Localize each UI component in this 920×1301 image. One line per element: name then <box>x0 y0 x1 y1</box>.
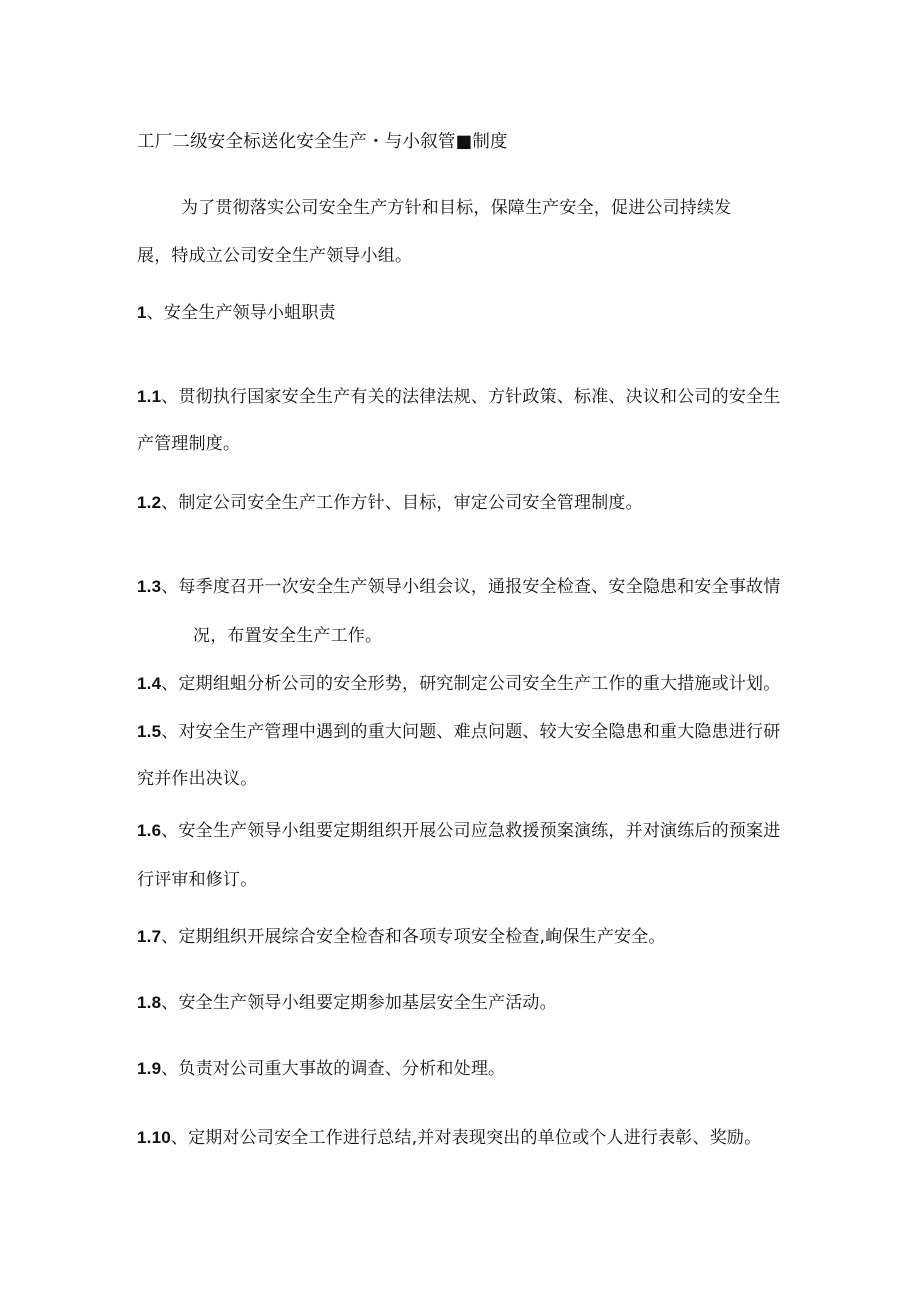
item-number: 1.4 <box>137 674 162 693</box>
list-item <box>137 1127 761 1149</box>
item-number: 1.9 <box>137 1059 162 1078</box>
item-text: 、定期组蛆分析公司的安全形势，研究制定公司安全生产工作的重大措施或计划。 <box>161 674 781 694</box>
item-number: 1.10 <box>137 1128 171 1147</box>
item-number: 1.2 <box>137 493 162 512</box>
item-text: 、负责对公司重大事故的调查、分析和处理。 <box>161 1059 506 1079</box>
item-text: 、安全生产领导小组要定期参加基层安全生产活动。 <box>161 993 557 1013</box>
item-text: 、定期组织开展综合安全检杳和各项专项安全检查,峋保生产安全。 <box>161 927 666 947</box>
section-heading-text: 、安全生产领导小蛆职责 <box>146 303 336 323</box>
item-continuation: 行评审和修订。 <box>137 870 258 890</box>
list-item <box>137 992 557 1014</box>
intro-paragraph-line-1: 为了贯彻落实公司安全生产方针和目标，保障生产安全，促进公司持续发 <box>181 198 732 218</box>
item-continuation: 产管理制度。 <box>137 434 241 454</box>
list-item <box>137 926 666 948</box>
list-item <box>137 1058 505 1080</box>
section-number: 1 <box>137 303 147 322</box>
list-item <box>137 820 780 842</box>
item-continuation: 况，布置安全生产工作。 <box>193 626 383 646</box>
item-number: 1.5 <box>137 722 162 741</box>
item-number: 1.8 <box>137 993 162 1012</box>
item-number: 1.7 <box>137 927 162 946</box>
item-text: 、对安全生产管理中遇到的重大问题、难点问题、较大安全隐患和重大隐患进行研 <box>161 722 781 742</box>
item-text: 、制定公司安全生产工作方针、目标，审定公司安全管理制度。 <box>161 493 643 513</box>
list-item <box>137 721 780 743</box>
list-item <box>137 673 780 695</box>
item-number: 1.3 <box>137 577 162 596</box>
item-number: 1.1 <box>137 387 162 406</box>
list-item <box>137 492 643 514</box>
section-heading <box>137 302 336 324</box>
item-number: 1.6 <box>137 821 162 840</box>
intro-paragraph-line-2: 展，特成立公司安全生产领导小组。 <box>137 246 413 266</box>
item-text: 、安全生产领导小组要定期组织开展公司应急救援预案演练，并对演练后的预案进 <box>161 821 781 841</box>
item-text: 、贯彻执行国家安全生产有关的法律法规、方针政策、标准、决议和公司的安全生 <box>161 387 781 407</box>
item-text: 、每季度召开一次安全生产领导小组会议，通报安全检查、安全隐患和安全事故情 <box>161 577 781 597</box>
item-text: 、定期对公司安全工作进行总结,并对表现突出的单位或个人进行表彰、奖励。 <box>170 1128 762 1148</box>
list-item <box>137 576 780 598</box>
item-continuation: 究并作出决议。 <box>137 769 258 789</box>
list-item <box>137 386 780 408</box>
document-title: 工厂二级安全标送化安全生产・与小叙管■制度 <box>137 132 508 152</box>
